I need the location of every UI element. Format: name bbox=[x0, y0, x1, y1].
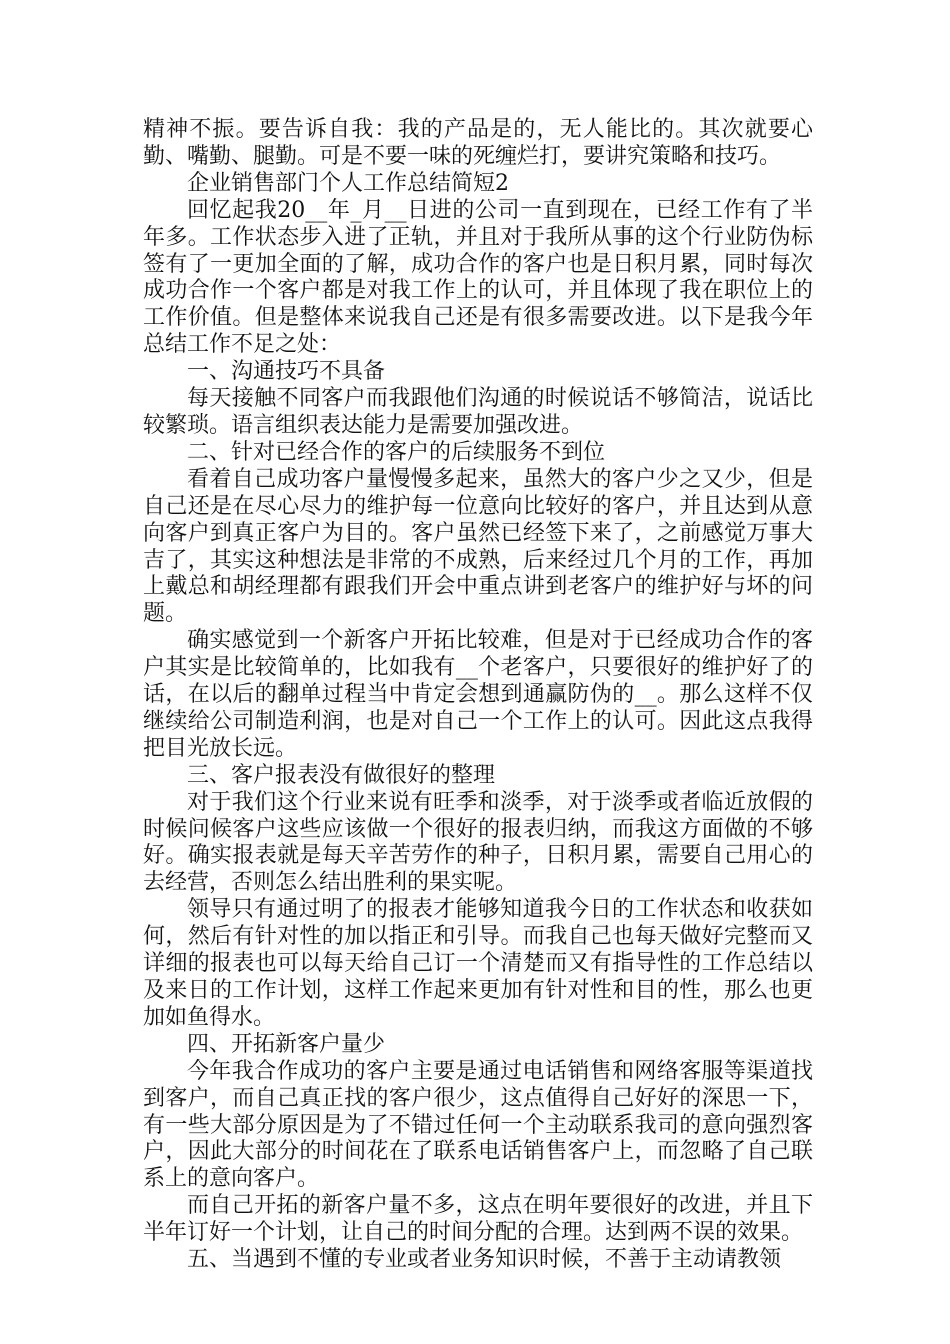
paragraph: 今年我合作成功的客户主要是通过电话销售和网络客服等渠道找到客户，而自己真正找的客户很少，这点值得自己好好的深思一下，有一些大部分原因是为了不错过任何一个主动联系我司的意向强烈客户，因此大部分的时间花在了联系电话销售客户上，而忽略了自己联系上的意向客户。 bbox=[143, 1058, 813, 1192]
heading-5: 五、当遇到不懂的专业或者业务知识时候，不善于主动请教领 bbox=[187, 1247, 782, 1273]
section-title: 企业销售部门个人工作总结简短2 bbox=[187, 170, 509, 196]
paragraph-continuation: 精神不振。要告诉自我：我的产品是的，无人能比的。其次就要心勤、嘴勤、腿勤。可是不要一味的死缠烂打，要讲究策略和技巧。 bbox=[143, 117, 813, 169]
paragraph: 看着自己成功客户量慢慢多起来，虽然大的客户少之又少，但是自己还是在尽心尽力的维护每一位意向比较好的客户，并且达到从意向客户到真正客户为目的。客户虽然已经签下来了，之前感觉万事大吉了，其实这种想法是非常的不成熟，后来经过几个月的工作，再加上戴总和胡经理都有跟我们开会中重点讲到老客户的维护好与坏的问题。 bbox=[143, 466, 813, 627]
paragraph: 领导只有通过明了的报表才能够知道我今日的工作状态和收获如何，然后有针对性的加以指正和引导。而我自己也每天做好完整而又详细的报表也可以每天给自己订一个清楚而又有指导性的工作总结以及来日的工作计划，这样工作起来更加有针对性和目的性，那么也更加如鱼得水。 bbox=[143, 897, 813, 1030]
heading-1: 一、沟通技巧不具备 bbox=[187, 359, 386, 385]
paragraph: 回忆起我20__年_月__日进的公司一直到现在，已经工作有了半年多。工作状态步入进了正轨，并且对于我所从事的这个行业防伪标签有了一更加全面的了解，成功合作的客户也是日积月累，同时每次成功合作一个客户都是对我工作上的认可，并且体现了我在职位上的工作价值。但是整体来说我自己还是有很多需要改进。以下是我今年总结工作不足之处： bbox=[143, 197, 813, 358]
paragraph: 每天接触不同客户而我跟他们沟通的时候说话不够简洁，说话比较繁琐。语言组织表达能力是需要加强改进。 bbox=[143, 386, 813, 438]
heading-4: 四、开拓新客户量少 bbox=[187, 1031, 386, 1057]
paragraph: 而自己开拓的新客户量不多，这点在明年要很好的改进，并且下半年订好一个计划，让自己的时间分配的合理。达到两不误的效果。 bbox=[143, 1193, 813, 1246]
heading-3: 三、客户报表没有做很好的整理 bbox=[187, 762, 496, 788]
paragraph: 对于我们这个行业来说有旺季和淡季，对于淡季或者临近放假的时候问候客户这些应该做一个很好的报表归纳，而我这方面做的不够好。确实报表就是每天辛苦劳作的种子，日积月累，需要自己用心的去经营，否则怎么结出胜利的果实呢。 bbox=[143, 789, 813, 896]
paragraph: 确实感觉到一个新客户开拓比较难，但是对于已经成功合作的客户其实是比较简单的，比如我有__个老客户，只要很好的维护好了的话，在以后的翻单过程当中肯定会想到通赢防伪的__。那么这样不仅继续给公司制造利润，也是对自己一个工作上的认可。因此这点我得把目光放长远。 bbox=[143, 628, 813, 761]
heading-2: 二、针对已经合作的客户的后续服务不到位 bbox=[187, 439, 606, 465]
document-page bbox=[143, 117, 813, 1274]
